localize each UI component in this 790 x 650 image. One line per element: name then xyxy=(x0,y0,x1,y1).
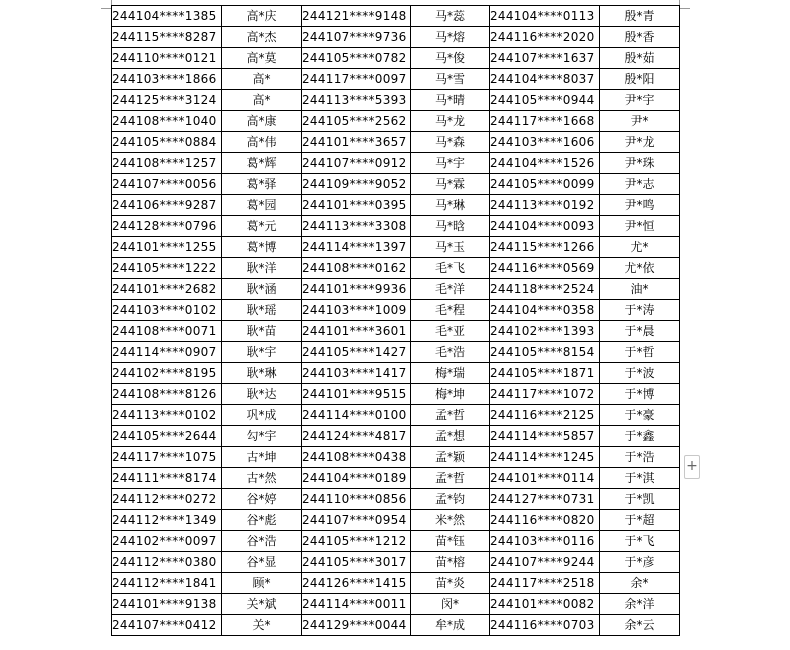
table-row xyxy=(112,342,680,363)
id-number-cell: 244117****1072 xyxy=(490,384,600,405)
name-cell: 马*森 xyxy=(411,132,490,153)
name-cell: 谷*显 xyxy=(222,552,302,573)
name-cell: 余*洋 xyxy=(600,594,680,615)
id-number-cell: 244112****0272 xyxy=(112,489,222,510)
id-number-cell: 244113****0102 xyxy=(112,405,222,426)
table-row xyxy=(112,27,680,48)
id-number-cell: 244104****0358 xyxy=(490,300,600,321)
id-number-cell: 244105****0884 xyxy=(112,132,222,153)
id-number-cell: 244112****1349 xyxy=(112,510,222,531)
name-cell: 马*琳 xyxy=(411,195,490,216)
name-cell: 高*杰 xyxy=(222,27,302,48)
name-cell: 耿*达 xyxy=(222,384,302,405)
name-cell: 马*蕊 xyxy=(411,6,490,27)
table-row xyxy=(112,510,680,531)
id-number-cell: 244103****0116 xyxy=(490,531,600,552)
table-row xyxy=(112,594,680,615)
name-cell: 马*霖 xyxy=(411,174,490,195)
name-cell: 殷*茹 xyxy=(600,48,680,69)
id-number-cell: 244121****9148 xyxy=(302,6,411,27)
name-cell: 古*坤 xyxy=(222,447,302,468)
id-number-cell: 244103****0102 xyxy=(112,300,222,321)
table-row xyxy=(112,111,680,132)
id-number-cell: 244124****4817 xyxy=(302,426,411,447)
roster-table xyxy=(111,5,680,636)
id-number-cell: 244101****0082 xyxy=(490,594,600,615)
id-number-cell: 244116****2125 xyxy=(490,405,600,426)
name-cell: 于*波 xyxy=(600,363,680,384)
name-cell: 苗*钰 xyxy=(411,531,490,552)
name-cell: 殷*香 xyxy=(600,27,680,48)
id-number-cell: 244101****2682 xyxy=(112,279,222,300)
table-row xyxy=(112,6,680,27)
id-number-cell: 244101****1255 xyxy=(112,237,222,258)
id-number-cell: 244105****0944 xyxy=(490,90,600,111)
name-cell: 尹*志 xyxy=(600,174,680,195)
name-cell: 谷*婷 xyxy=(222,489,302,510)
name-cell: 毛*浩 xyxy=(411,342,490,363)
id-number-cell: 244105****1427 xyxy=(302,342,411,363)
id-number-cell: 244116****2020 xyxy=(490,27,600,48)
id-number-cell: 244104****0189 xyxy=(302,468,411,489)
table-row xyxy=(112,237,680,258)
id-number-cell: 244114****1245 xyxy=(490,447,600,468)
name-cell: 毛*程 xyxy=(411,300,490,321)
id-number-cell: 244107****0954 xyxy=(302,510,411,531)
id-number-cell: 244112****0380 xyxy=(112,552,222,573)
id-number-cell: 244104****1385 xyxy=(112,6,222,27)
name-cell: 马*俊 xyxy=(411,48,490,69)
name-cell: 尤*依 xyxy=(600,258,680,279)
id-number-cell: 244114****0100 xyxy=(302,405,411,426)
id-number-cell: 244104****0093 xyxy=(490,216,600,237)
id-number-cell: 244114****5857 xyxy=(490,426,600,447)
table-row xyxy=(112,216,680,237)
name-cell: 苗*榕 xyxy=(411,552,490,573)
id-number-cell: 244117****1075 xyxy=(112,447,222,468)
name-cell: 马*宇 xyxy=(411,153,490,174)
name-cell: 于*凯 xyxy=(600,489,680,510)
name-cell: 毛*飞 xyxy=(411,258,490,279)
id-number-cell: 244102****0097 xyxy=(112,531,222,552)
id-number-cell: 244104****8037 xyxy=(490,69,600,90)
table-row xyxy=(112,426,680,447)
id-number-cell: 244107****0912 xyxy=(302,153,411,174)
name-cell: 米*然 xyxy=(411,510,490,531)
table-row xyxy=(112,573,680,594)
name-cell: 葛*驿 xyxy=(222,174,302,195)
name-cell: 马*雪 xyxy=(411,69,490,90)
table-row xyxy=(112,258,680,279)
name-cell: 于*博 xyxy=(600,384,680,405)
name-cell: 孟*钧 xyxy=(411,489,490,510)
id-number-cell: 244114****0907 xyxy=(112,342,222,363)
id-number-cell: 244101****0395 xyxy=(302,195,411,216)
id-number-cell: 244117****1668 xyxy=(490,111,600,132)
id-number-cell: 244116****0569 xyxy=(490,258,600,279)
table-row xyxy=(112,531,680,552)
name-cell: 毛*亚 xyxy=(411,321,490,342)
name-cell: 殷*阳 xyxy=(600,69,680,90)
name-cell: 耿*瑶 xyxy=(222,300,302,321)
name-cell: 葛*元 xyxy=(222,216,302,237)
id-number-cell: 244102****1393 xyxy=(490,321,600,342)
name-cell: 尤* xyxy=(600,237,680,258)
name-cell: 关*斌 xyxy=(222,594,302,615)
name-cell: 巩*成 xyxy=(222,405,302,426)
name-cell: 孟*想 xyxy=(411,426,490,447)
name-cell: 尹*宇 xyxy=(600,90,680,111)
id-number-cell: 244101****0114 xyxy=(490,468,600,489)
table-row xyxy=(112,153,680,174)
id-number-cell: 244105****1222 xyxy=(112,258,222,279)
name-cell: 梅*坤 xyxy=(411,384,490,405)
id-number-cell: 244101****9138 xyxy=(112,594,222,615)
name-cell: 谷*彪 xyxy=(222,510,302,531)
id-number-cell: 244103****1606 xyxy=(490,132,600,153)
name-cell: 于*豪 xyxy=(600,405,680,426)
name-cell: 马*玉 xyxy=(411,237,490,258)
id-number-cell: 244104****1526 xyxy=(490,153,600,174)
id-number-cell: 244105****2562 xyxy=(302,111,411,132)
name-cell: 古*然 xyxy=(222,468,302,489)
name-cell: 殷*青 xyxy=(600,6,680,27)
name-cell: 耿*苗 xyxy=(222,321,302,342)
table-row xyxy=(112,615,680,636)
id-number-cell: 244118****2524 xyxy=(490,279,600,300)
id-number-cell: 244117****2518 xyxy=(490,573,600,594)
id-number-cell: 244129****0044 xyxy=(302,615,411,636)
name-cell: 余* xyxy=(600,573,680,594)
id-number-cell: 244105****0099 xyxy=(490,174,600,195)
table-row xyxy=(112,174,680,195)
id-number-cell: 244108****1040 xyxy=(112,111,222,132)
name-cell: 苗*炎 xyxy=(411,573,490,594)
name-cell: 马*晴 xyxy=(411,90,490,111)
table-row xyxy=(112,489,680,510)
name-cell: 尹*鸣 xyxy=(600,195,680,216)
id-number-cell: 244112****1841 xyxy=(112,573,222,594)
name-cell: 于*飞 xyxy=(600,531,680,552)
page-corner-mark-right xyxy=(679,0,690,9)
id-number-cell: 244116****0703 xyxy=(490,615,600,636)
name-cell: 耿*琳 xyxy=(222,363,302,384)
name-cell: 葛*辉 xyxy=(222,153,302,174)
name-cell: 于*晨 xyxy=(600,321,680,342)
id-number-cell: 244105****3017 xyxy=(302,552,411,573)
table-row xyxy=(112,195,680,216)
id-number-cell: 244117****0097 xyxy=(302,69,411,90)
name-cell: 牟*成 xyxy=(411,615,490,636)
name-cell: 耿*宇 xyxy=(222,342,302,363)
id-number-cell: 244108****1257 xyxy=(112,153,222,174)
table-row xyxy=(112,300,680,321)
name-cell: 于*哲 xyxy=(600,342,680,363)
name-cell: 高* xyxy=(222,90,302,111)
id-number-cell: 244111****8174 xyxy=(112,468,222,489)
name-cell: 孟*颖 xyxy=(411,447,490,468)
id-number-cell: 244108****0162 xyxy=(302,258,411,279)
id-number-cell: 244109****9052 xyxy=(302,174,411,195)
name-cell: 高*莫 xyxy=(222,48,302,69)
id-number-cell: 244101****9515 xyxy=(302,384,411,405)
id-number-cell: 244113****3308 xyxy=(302,216,411,237)
name-cell: 勾*宇 xyxy=(222,426,302,447)
id-number-cell: 244108****8126 xyxy=(112,384,222,405)
name-cell: 顾* xyxy=(222,573,302,594)
name-cell: 尹*恒 xyxy=(600,216,680,237)
id-number-cell: 244114****0011 xyxy=(302,594,411,615)
table-row xyxy=(112,48,680,69)
id-number-cell: 244105****0782 xyxy=(302,48,411,69)
name-cell: 关* xyxy=(222,615,302,636)
name-cell: 毛*洋 xyxy=(411,279,490,300)
id-number-cell: 244107****9736 xyxy=(302,27,411,48)
id-number-cell: 244103****1417 xyxy=(302,363,411,384)
id-number-cell: 244110****0121 xyxy=(112,48,222,69)
table-row xyxy=(112,132,680,153)
id-number-cell: 244107****0412 xyxy=(112,615,222,636)
name-cell: 马*熔 xyxy=(411,27,490,48)
add-row-button[interactable]: + xyxy=(684,455,700,479)
id-number-cell: 244103****1009 xyxy=(302,300,411,321)
id-number-cell: 244103****1866 xyxy=(112,69,222,90)
name-cell: 于*涛 xyxy=(600,300,680,321)
id-number-cell: 244126****1415 xyxy=(302,573,411,594)
id-number-cell: 244113****0192 xyxy=(490,195,600,216)
name-cell: 尹* xyxy=(600,111,680,132)
id-number-cell: 244108****0438 xyxy=(302,447,411,468)
name-cell: 耿*洋 xyxy=(222,258,302,279)
table-row xyxy=(112,279,680,300)
id-number-cell: 244115****8287 xyxy=(112,27,222,48)
name-cell: 谷*浩 xyxy=(222,531,302,552)
id-number-cell: 244125****3124 xyxy=(112,90,222,111)
id-number-cell: 244106****9287 xyxy=(112,195,222,216)
name-cell: 马*晗 xyxy=(411,216,490,237)
id-number-cell: 244101****3601 xyxy=(302,321,411,342)
id-number-cell: 244105****2644 xyxy=(112,426,222,447)
name-cell: 于*鑫 xyxy=(600,426,680,447)
table-row xyxy=(112,384,680,405)
id-number-cell: 244102****8195 xyxy=(112,363,222,384)
name-cell: 尹*龙 xyxy=(600,132,680,153)
id-number-cell: 244101****3657 xyxy=(302,132,411,153)
table-row xyxy=(112,552,680,573)
name-cell: 高* xyxy=(222,69,302,90)
name-cell: 耿*涵 xyxy=(222,279,302,300)
name-cell: 高*伟 xyxy=(222,132,302,153)
table-row xyxy=(112,447,680,468)
name-cell: 梅*瑞 xyxy=(411,363,490,384)
id-number-cell: 244101****9936 xyxy=(302,279,411,300)
id-number-cell: 244108****0071 xyxy=(112,321,222,342)
id-number-cell: 244128****0796 xyxy=(112,216,222,237)
id-number-cell: 244107****1637 xyxy=(490,48,600,69)
table-row xyxy=(112,468,680,489)
table-row xyxy=(112,363,680,384)
name-cell: 葛*园 xyxy=(222,195,302,216)
roster-table-body xyxy=(112,6,680,636)
name-cell: 马*龙 xyxy=(411,111,490,132)
id-number-cell: 244105****1871 xyxy=(490,363,600,384)
name-cell: 余*云 xyxy=(600,615,680,636)
id-number-cell: 244107****9244 xyxy=(490,552,600,573)
name-cell: 油* xyxy=(600,279,680,300)
name-cell: 于*超 xyxy=(600,510,680,531)
table-row xyxy=(112,69,680,90)
name-cell: 于*淇 xyxy=(600,468,680,489)
table-row xyxy=(112,90,680,111)
name-cell: 葛*博 xyxy=(222,237,302,258)
id-number-cell: 244113****5393 xyxy=(302,90,411,111)
name-cell: 闵* xyxy=(411,594,490,615)
name-cell: 尹*珠 xyxy=(600,153,680,174)
table-row xyxy=(112,321,680,342)
id-number-cell: 244116****0820 xyxy=(490,510,600,531)
name-cell: 孟*哲 xyxy=(411,468,490,489)
name-cell: 孟*哲 xyxy=(411,405,490,426)
name-cell: 高*康 xyxy=(222,111,302,132)
name-cell: 高*庆 xyxy=(222,6,302,27)
name-cell: 于*彦 xyxy=(600,552,680,573)
id-number-cell: 244110****0856 xyxy=(302,489,411,510)
table-row xyxy=(112,405,680,426)
id-number-cell: 244114****1397 xyxy=(302,237,411,258)
id-number-cell: 244115****1266 xyxy=(490,237,600,258)
name-cell: 于*浩 xyxy=(600,447,680,468)
id-number-cell: 244107****0056 xyxy=(112,174,222,195)
id-number-cell: 244105****8154 xyxy=(490,342,600,363)
id-number-cell: 244104****0113 xyxy=(490,6,600,27)
id-number-cell: 244105****1212 xyxy=(302,531,411,552)
id-number-cell: 244127****0731 xyxy=(490,489,600,510)
